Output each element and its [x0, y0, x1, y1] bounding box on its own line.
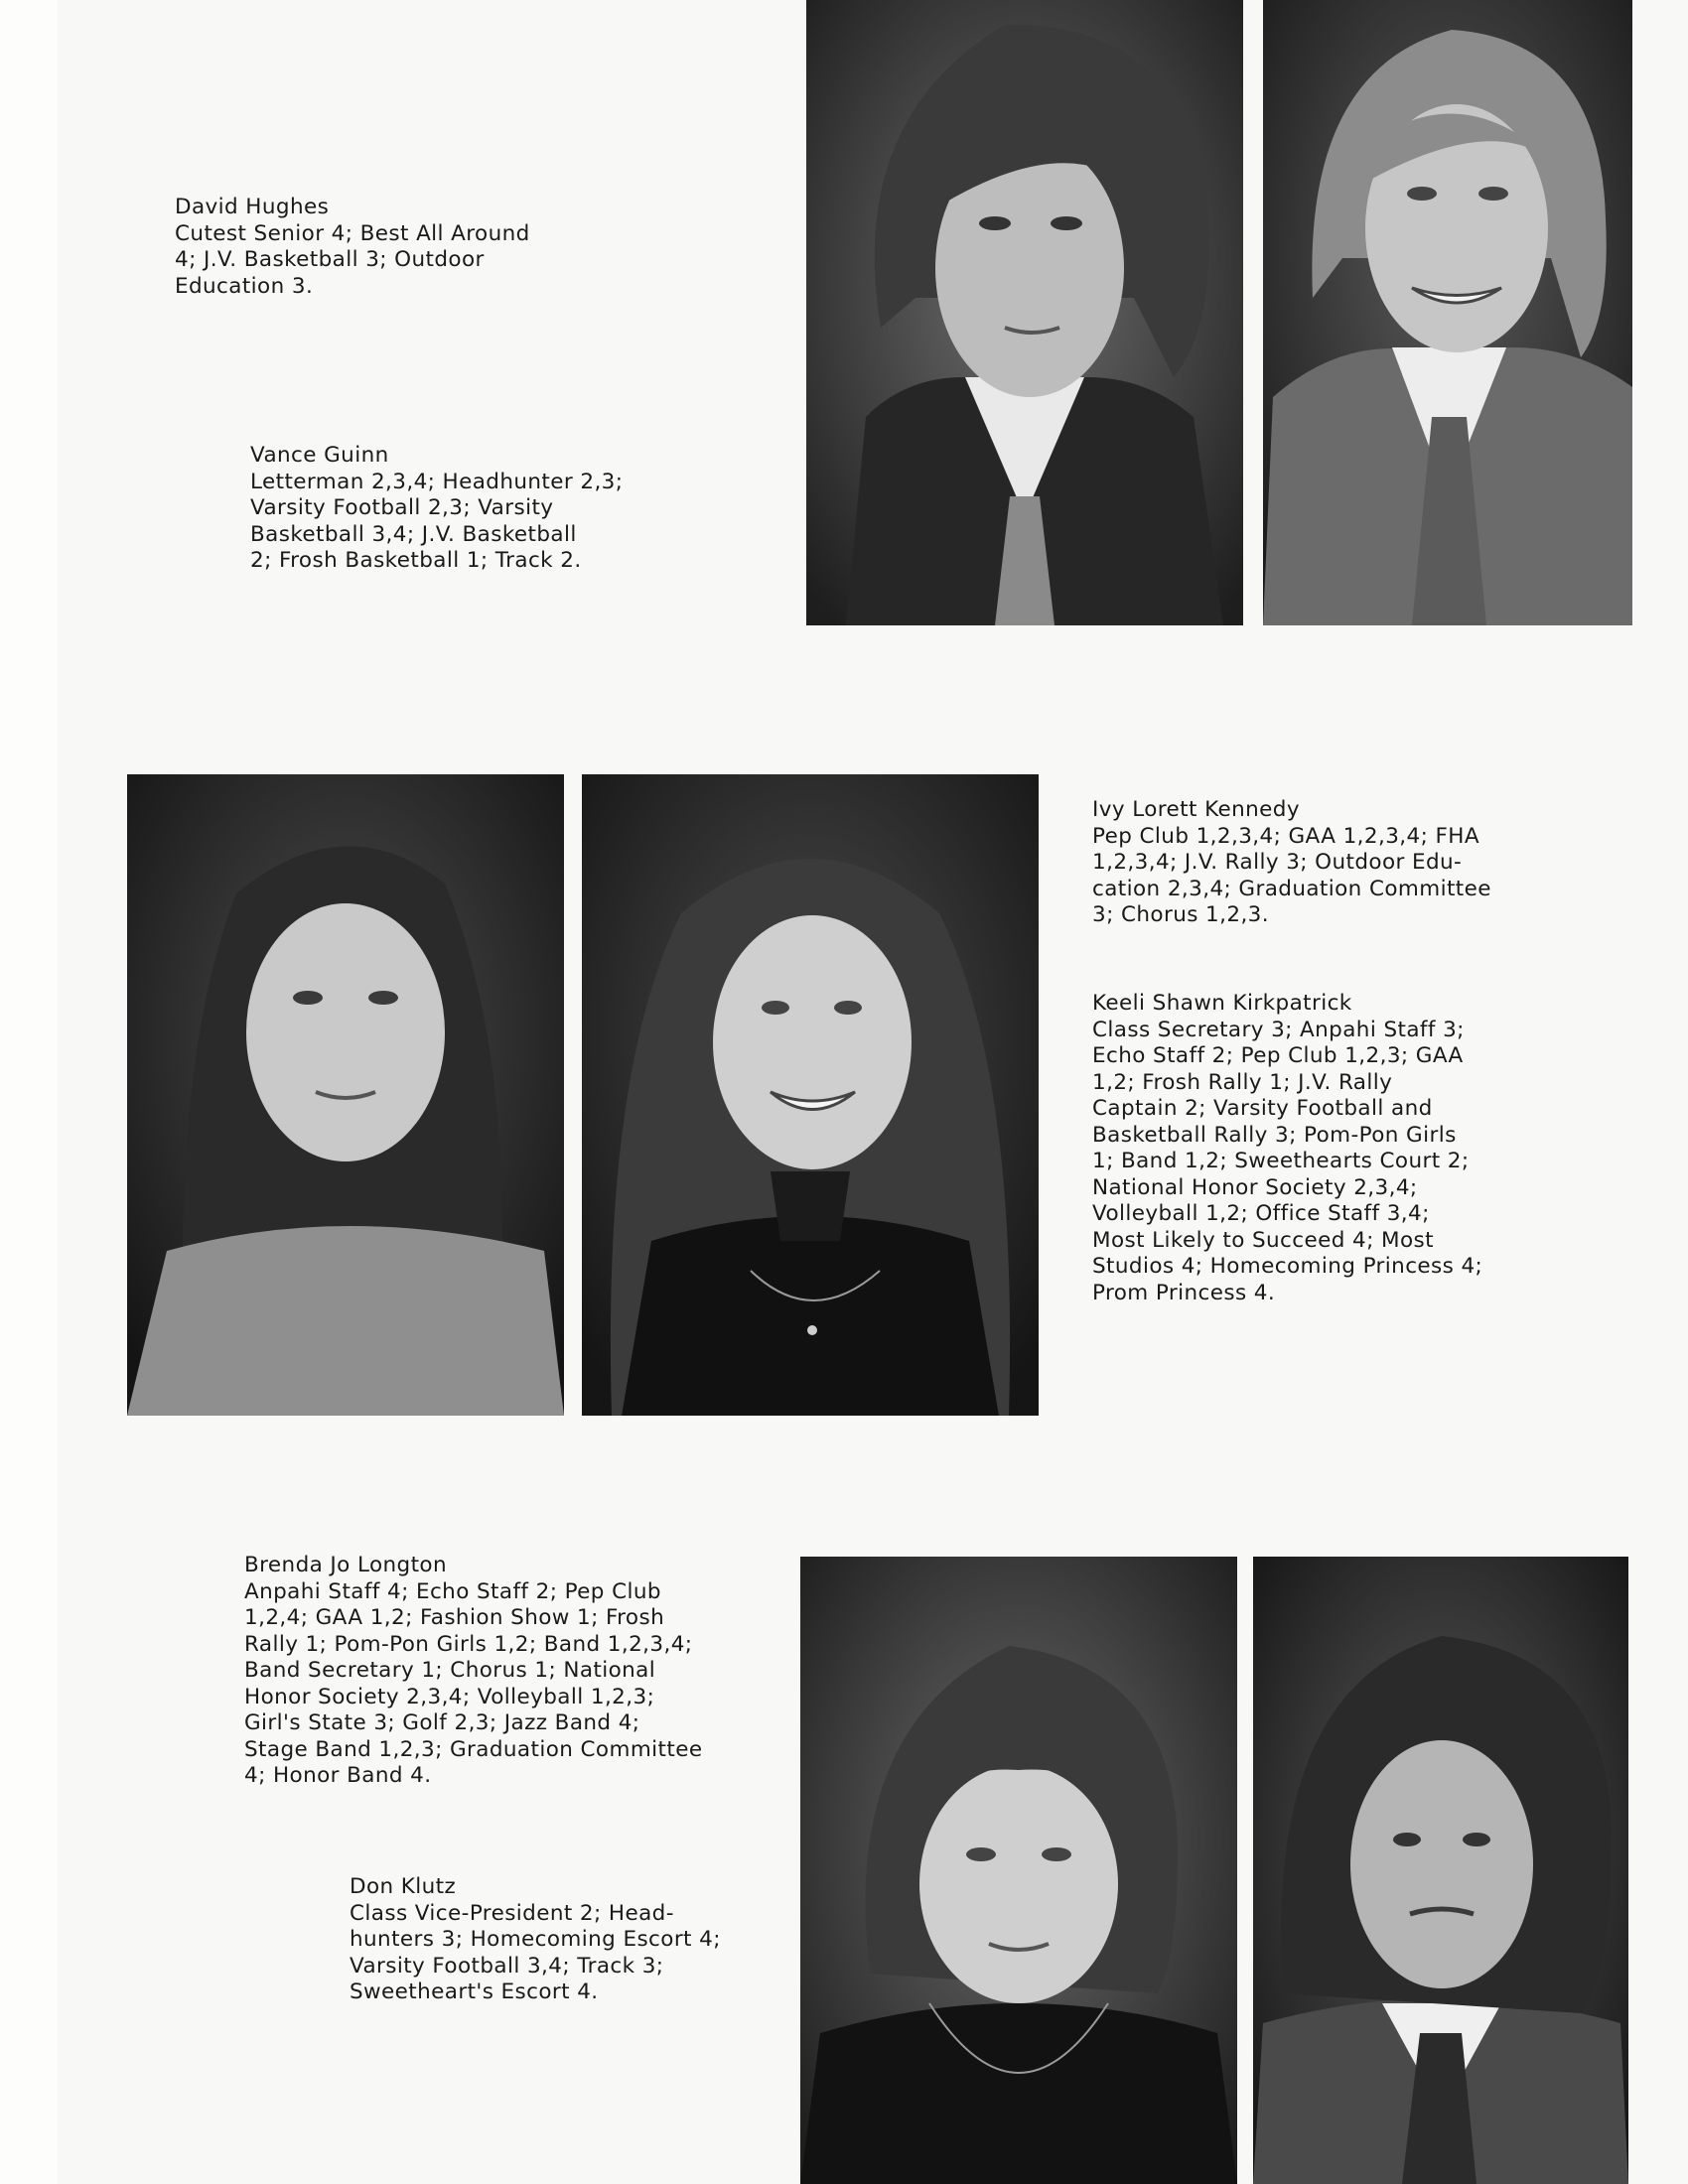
student-caption-don-klutz — [350, 1874, 721, 2006]
student-name: Vance Guinn — [250, 443, 389, 468]
student-activities: Pep Club 1,2,3,4; GAA 1,2,3,4; FHA 1,2,3,4; J.V. Rally 3; Outdoor Edu- cation 2,3,4; Graduation Committee 3; Chorus 1,2,3. — [1092, 823, 1491, 927]
student-activities: Cutest Senior 4; Best All Around 4; J.V. Basketball 3; Outdoor Education 3. — [175, 220, 530, 299]
student-name: Brenda Jo Longton — [244, 1553, 447, 1577]
student-caption-keeli-shawn-kirkpatrick — [1092, 991, 1482, 1306]
student-name: Ivy Lorett Kennedy — [1092, 797, 1300, 822]
student-caption-david-hughes — [175, 195, 530, 300]
portrait-photo — [800, 1557, 1237, 2184]
student-activities: Class Secretary 3; Anpahi Staff 3; Echo Staff 2; Pep Club 1,2,3; GAA 1,2; Frosh Rally 1; J.V. Rally Captain 2; Varsity Football and Basketball Rally 3; Pom-Pon Girls 1; Band 1,2; Sweethearts Court 2; National Honor Society 2,3,4; Volleyball 1,2; Office Staff 3,4; Most Likely to Succeed 4; Most Studios 4; Homecoming Princess 4; Prom Princess 4. — [1092, 1017, 1483, 1305]
student-name: Keeli Shawn Kirkpatrick — [1092, 991, 1352, 1016]
portrait-photo — [806, 0, 1243, 625]
student-name: Don Klutz — [350, 1874, 457, 1899]
portrait-photo — [1253, 1557, 1628, 2184]
portrait-photo — [1263, 0, 1632, 625]
student-caption-ivy-lorett-kennedy — [1092, 797, 1491, 929]
student-activities: Anpahi Staff 4; Echo Staff 2; Pep Club 1,2,4; GAA 1,2; Fashion Show 1; Frosh Rally 1; Pom-Pon Girls 1,2; Band 1,2,3,4; Band Secretary 1; Chorus 1; National Honor Society 2,3,4; Volleyball 1,2,3; Girl's State 3; Golf 2,3; Jazz Band 4; Stage Band 1,2,3; Graduation Committee 4; Honor Band 4. — [244, 1578, 703, 1788]
student-caption-vance-guinn — [250, 443, 623, 575]
student-activities: Letterman 2,3,4; Headhunter 2,3; Varsity Football 2,3; Varsity Basketball 3,4; J.V. Basketball 2; Frosh Basketball 1; Track 2. — [250, 469, 624, 573]
student-activities: Class Vice-President 2; Head- hunters 3; Homecoming Escort 4; Varsity Football 3,4; Track 3; Sweetheart's Escort 4. — [350, 1900, 721, 2004]
student-name: David Hughes — [175, 195, 330, 219]
page-margin — [0, 0, 58, 2184]
portrait-photo — [127, 774, 564, 1416]
portrait-photo — [582, 774, 1039, 1416]
student-caption-brenda-jo-longton — [244, 1553, 702, 1790]
